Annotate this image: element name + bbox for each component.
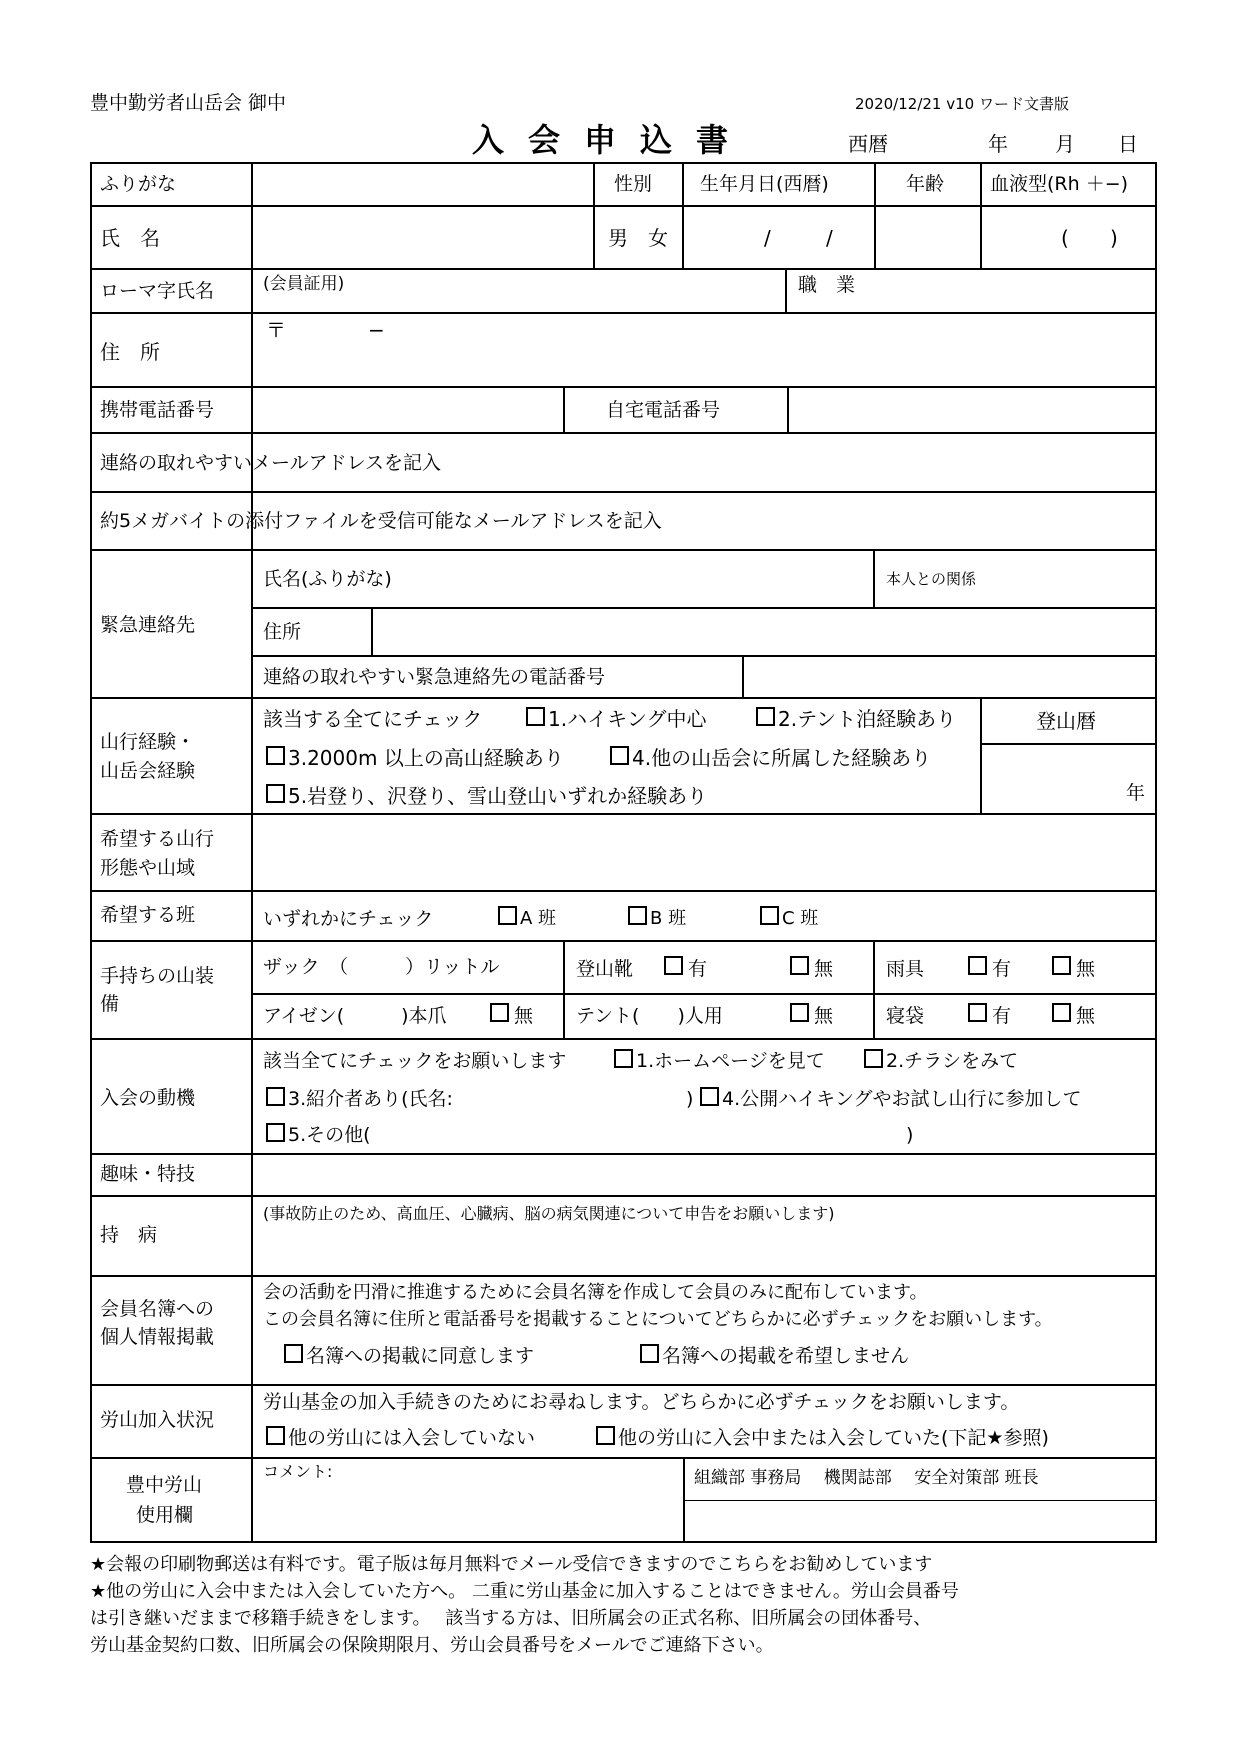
form-title: 入会申込書 [472, 121, 753, 159]
blood-type-label: 血液型(Rh ＋−) [990, 173, 1129, 195]
hobby-field[interactable] [253, 1155, 1155, 1194]
exp-hiking-checkbox[interactable] [526, 707, 545, 726]
home-phone-label: 自宅電話番号 [606, 399, 721, 421]
gear-rain-have-checkbox[interactable] [968, 956, 987, 975]
fund-member-checkbox[interactable] [596, 1426, 615, 1445]
date-day: 日 [1118, 132, 1138, 156]
address-label: 住 所 [100, 340, 160, 364]
emergency-address-label: 住所 [263, 621, 302, 643]
motive-trial-hike-label: 4.公開ハイキングやお試し山行に参加して [722, 1088, 1082, 1110]
experience-label-line1: 山行経験・ [100, 731, 196, 753]
roster-decline-label: 名簿への掲載を希望しません [662, 1345, 910, 1367]
wish-area-label-line2: 形態や山域 [100, 857, 196, 879]
office-departments: 組織部 事務局 機関誌部 安全対策部 班長 [694, 1468, 1039, 1488]
motive-other-close: ) [906, 1124, 914, 1146]
gear-tent-label: テント( )人用 [576, 1005, 723, 1027]
gear-rain-have-label: 有 [992, 958, 1012, 980]
gear-sleeping-bag-have-checkbox[interactable] [968, 1003, 987, 1022]
roster-label-line1: 会員名簿への [100, 1298, 215, 1320]
motive-referral-label: 3.紹介者あり(氏名: [288, 1088, 453, 1110]
footer-note-4: 労山基金契約口数、旧所属会の保険期限月、労山会員番号をメールでご連絡下さい。 [90, 1635, 774, 1656]
gear-label-line1: 手持ちの山装 [100, 965, 215, 987]
gear-boots-label: 登山靴 [576, 958, 634, 980]
birthdate-field[interactable] [684, 207, 873, 267]
group-a-checkbox[interactable] [498, 906, 517, 925]
footer-note-3: は引き継いだままで移籍手続きをします。 該当する方は、旧所属会の正式名称、旧所属会の団体番号、 [90, 1608, 932, 1629]
gear-rain-label: 雨具 [886, 958, 925, 980]
occupation-label: 職 業 [798, 274, 856, 296]
birthdate-separator-2: / [826, 226, 833, 250]
gear-boots-none-label: 無 [814, 958, 834, 980]
fund-member-label: 他の労山に入会中または入会していた(下記★参照) [618, 1427, 1049, 1449]
gear-rain-none-label: 無 [1076, 958, 1096, 980]
gender-label: 性別 [614, 173, 653, 195]
attachment-email-label: 約5メガバイトの添付ファイルを受信可能なメールアドレスを記入 [100, 510, 662, 532]
fund-not-member-checkbox[interactable] [266, 1426, 285, 1445]
emergency-name-field[interactable] [253, 551, 872, 606]
motive-other-checkbox[interactable] [266, 1123, 285, 1142]
office-use-label-line2: 使用欄 [136, 1504, 194, 1526]
gear-crampons-none-checkbox[interactable] [490, 1003, 509, 1022]
emergency-relation-label: 本人との関係 [886, 570, 977, 588]
name-field[interactable] [253, 207, 591, 267]
office-use-label-line1: 豊中労山 [126, 1474, 203, 1496]
blood-type-paren-open: ( [1061, 226, 1069, 250]
emergency-address-field[interactable] [373, 609, 1155, 654]
group-b-checkbox[interactable] [628, 906, 647, 925]
motive-trial-hike-checkbox[interactable] [700, 1087, 719, 1106]
footer-note-1: ★会報の印刷物郵送は有料です。電子版は毎月無料でメール受信できますのでこちらをお勧めしています [90, 1554, 933, 1575]
postal-dash: − [368, 318, 385, 342]
illness-note: (事故防止のため、高血圧、心臓病、脳の病気関連について申告をお願いします) [263, 1204, 835, 1223]
gear-sleeping-bag-none-label: 無 [1076, 1005, 1096, 1027]
gear-crampons-label: アイゼン( )本爪 [263, 1005, 447, 1027]
motive-flyer-checkbox[interactable] [864, 1049, 883, 1068]
roster-text-2: この会員名簿に住所と電話番号を掲載することについてどちらかに必ずチェックをお願いします。 [263, 1309, 1053, 1330]
group-c-checkbox[interactable] [760, 906, 779, 925]
roster-agree-label: 名簿への掲載に同意します [306, 1345, 535, 1367]
gear-boots-have-label: 有 [688, 958, 708, 980]
motive-label: 入会の動機 [100, 1087, 196, 1109]
addressee: 豊中勤労者山岳会 御中 [90, 92, 287, 114]
gear-rain-none-checkbox[interactable] [1052, 956, 1071, 975]
gear-label-line2: 備 [100, 993, 120, 1015]
emergency-name-label: 氏名(ふりがな) [263, 568, 392, 590]
date-year: 年 [988, 132, 1008, 156]
gear-crampons-none-label: 無 [514, 1005, 534, 1027]
group-label: 希望する班 [100, 904, 196, 926]
home-phone-field[interactable] [789, 388, 1155, 431]
version-label: 2020/12/21 v10 ワード文書版 [855, 95, 1069, 113]
gear-tent-none-label: 無 [814, 1005, 834, 1027]
gear-sleeping-bag-none-checkbox[interactable] [1052, 1003, 1071, 1022]
experience-instruction: 該当する全てにチェック [263, 707, 483, 731]
age-field[interactable] [876, 207, 979, 267]
group-instruction: いずれかにチェック [263, 908, 434, 930]
fund-label: 労山加入状況 [100, 1409, 215, 1431]
exp-alpine-checkbox[interactable] [266, 746, 285, 765]
wish-area-field[interactable] [253, 815, 1155, 889]
exp-other-club-checkbox[interactable] [610, 746, 629, 765]
exp-alpine-label: 3.2000m 以上の高山経験あり [288, 746, 564, 770]
fund-text: 労山基金の加入手続きのためにお尋ねします。どちらかに必ずチェックをお願いします。 [263, 1391, 1020, 1413]
climbing-history-unit: 年 [1126, 782, 1146, 804]
motive-referral-checkbox[interactable] [266, 1087, 285, 1106]
exp-tent-label: 2.テント泊経験あり [778, 707, 957, 731]
date-era: 西暦 [848, 132, 888, 156]
exp-climbing-label: 5.岩登り、沢登り、雪山登山いずれか経験あり [288, 784, 708, 808]
gear-sleeping-bag-label: 寝袋 [886, 1005, 925, 1027]
motive-instruction: 該当全てにチェックをお願いします [263, 1050, 567, 1072]
motive-other-label: 5.その他( [288, 1124, 371, 1146]
gender-male-female[interactable]: 男 女 [608, 226, 668, 250]
address-field[interactable] [253, 314, 1155, 385]
furigana-label: ふりがな [100, 173, 177, 195]
motive-referral-close: ) [686, 1088, 694, 1110]
email-label: 連絡の取れやすいメールアドレスを記入 [100, 452, 442, 474]
illness-label: 持 病 [100, 1224, 158, 1246]
motive-flyer-label: 2.チラシをみて [886, 1050, 1019, 1072]
emergency-contact-label: 緊急連絡先 [100, 614, 196, 636]
illness-field[interactable] [253, 1230, 1155, 1274]
roster-text-1: 会の活動を円滑に推進するために会員名簿を作成して会員のみに配布しています。 [263, 1282, 928, 1303]
date-month: 月 [1055, 132, 1075, 156]
group-c-label: C 班 [782, 908, 819, 929]
blood-type-paren-close: ) [1110, 226, 1118, 250]
email-field[interactable] [92, 434, 1155, 490]
gear-boots-have-checkbox[interactable] [664, 956, 683, 975]
romaji-name-field[interactable] [253, 270, 783, 311]
gear-boots-none-checkbox[interactable] [790, 956, 809, 975]
exp-hiking-label: 1.ハイキング中心 [548, 707, 707, 731]
occupation-field[interactable] [787, 270, 1155, 311]
romaji-name-label: ローマ字氏名 [100, 280, 215, 302]
birthdate-separator-1: / [764, 226, 771, 250]
furigana-field[interactable] [253, 164, 591, 204]
climbing-history-label: 登山暦 [1036, 709, 1096, 733]
gear-tent-none-checkbox[interactable] [790, 1003, 809, 1022]
hobby-label: 趣味・特技 [100, 1163, 196, 1185]
group-b-label: B 班 [650, 908, 687, 929]
office-comment-label: コメント: [263, 1462, 333, 1481]
romaji-note: (会員証用) [263, 274, 345, 294]
footer-note-2: ★他の労山に入会中または入会していた方へ。 二重に労山基金に加入することはできません。労山会員番号 [90, 1581, 959, 1602]
roster-agree-checkbox[interactable] [284, 1344, 303, 1363]
motive-homepage-checkbox[interactable] [614, 1049, 633, 1068]
postal-mark: 〒 [266, 318, 286, 342]
exp-climbing-checkbox[interactable] [266, 784, 285, 803]
gear-sleeping-bag-have-label: 有 [992, 1005, 1012, 1027]
roster-label-line2: 個人情報掲載 [100, 1326, 215, 1348]
attachment-email-field[interactable] [92, 493, 1155, 548]
exp-tent-checkbox[interactable] [756, 707, 775, 726]
mobile-phone-field[interactable] [253, 388, 562, 431]
group-a-label: A 班 [520, 908, 557, 929]
emergency-phone-field[interactable] [744, 657, 1155, 696]
fund-not-member-label: 他の労山には入会していない [288, 1427, 536, 1449]
wish-area-label-line1: 希望する山行 [100, 828, 215, 850]
emergency-phone-label: 連絡の取れやすい緊急連絡先の電話番号 [263, 666, 606, 688]
age-label: 年齢 [906, 173, 945, 195]
experience-label-line2: 山岳会経験 [100, 760, 196, 782]
gear-sack-label: ザック （ ）リットル [263, 956, 500, 978]
roster-decline-checkbox[interactable] [640, 1344, 659, 1363]
mobile-phone-label: 携帯電話番号 [100, 399, 215, 421]
exp-other-club-label: 4.他の山岳会に所属した経験あり [632, 746, 932, 770]
birthdate-label: 生年月日(西暦) [700, 173, 829, 195]
name-label: 氏 名 [100, 226, 160, 250]
motive-homepage-label: 1.ホームページを見て [636, 1050, 825, 1072]
